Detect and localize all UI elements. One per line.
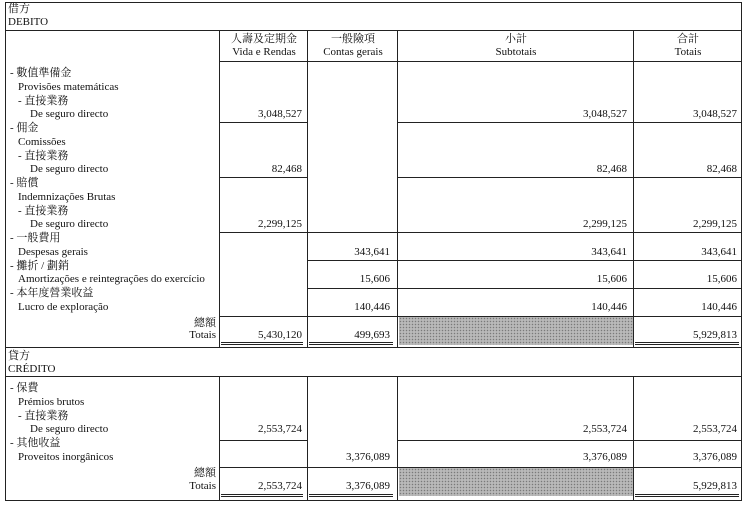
debit-total-label-pt: Totais	[189, 329, 216, 341]
debit-row-value: 140,446	[701, 301, 737, 313]
credit-total-underline	[635, 494, 739, 495]
header-subtotais-cn: 小計	[505, 33, 527, 45]
debit-total-underline	[309, 344, 393, 345]
debit-rule	[307, 260, 742, 261]
debit-row-label: - 數值準備金	[10, 67, 72, 79]
debit-row-label: De seguro directo	[30, 108, 109, 120]
debit-row-value: 82,468	[596, 163, 627, 175]
debit-row-label: Indemnizações Brutas	[18, 191, 116, 203]
debit-row-label: - 賠償	[10, 177, 39, 189]
debit-rule	[397, 177, 742, 178]
credit-row-label: De seguro directo	[30, 423, 109, 435]
debit-col-rule-2	[307, 30, 308, 347]
debit-title-pt: DEBITO	[8, 16, 49, 28]
debit-rule	[219, 177, 307, 178]
frame-left-rule	[5, 2, 6, 501]
debit-row-label: - 一般費用	[10, 232, 61, 244]
header-vida-pt: Vida e Rendas	[232, 46, 296, 58]
debit-total-underline	[221, 344, 303, 345]
credit-row-label: - 其他收益	[10, 437, 61, 449]
credit-row-value: 2,553,724	[258, 423, 302, 435]
debit-row-value: 3,048,527	[583, 108, 627, 120]
header-totais-cn: 合計	[677, 33, 699, 45]
frame-bottom-rule	[5, 500, 742, 501]
header-totais-pt: Totais	[674, 46, 702, 58]
debit-row-label: - 直接業務	[18, 95, 69, 107]
debit-row-label: De seguro directo	[30, 163, 109, 175]
debit-colhead-rule	[219, 61, 742, 62]
debit-row-value: 82,468	[706, 163, 737, 175]
credit-row-value: 3,376,089	[583, 451, 627, 463]
credit-total-gerais: 3,376,089	[346, 480, 390, 492]
debit-total-underline	[309, 342, 393, 343]
credit-col-rule-4	[633, 376, 634, 500]
debit-row-label: - 直接業務	[18, 205, 69, 217]
debit-row-value: 343,641	[591, 246, 627, 258]
credit-total-underline	[309, 494, 393, 495]
debit-col-rule-4	[633, 30, 634, 347]
debit-row-value: 140,446	[354, 301, 390, 313]
frame-right-rule	[741, 2, 742, 501]
debit-row-value: 343,641	[701, 246, 737, 258]
credit-total-underline	[635, 496, 739, 497]
credit-subtotal-blank-cell	[399, 468, 633, 496]
debit-col-rule-3	[397, 30, 398, 347]
credit-total-underline	[221, 496, 303, 497]
credit-row-value: 2,553,724	[693, 423, 737, 435]
credit-total-underline	[309, 496, 393, 497]
debit-row-value: 15,606	[359, 273, 390, 285]
debit-total-vida: 5,430,120	[258, 329, 302, 341]
debit-row-value: 15,606	[596, 273, 627, 285]
debit-row-label: - 本年度營業收益	[10, 287, 94, 299]
frame-top-rule	[5, 2, 742, 3]
debit-row-value: 2,299,125	[583, 218, 627, 230]
debit-col-rule-1	[219, 30, 220, 347]
debit-row-value: 3,048,527	[693, 108, 737, 120]
credit-total-underline	[221, 494, 303, 495]
debit-row-label: - 直接業務	[18, 150, 69, 162]
credit-row-value: 3,376,089	[346, 451, 390, 463]
debit-row-label: Despesas gerais	[18, 246, 88, 258]
debit-total-totais: 5,929,813	[693, 329, 737, 341]
credit-header-rule	[5, 376, 742, 377]
debit-total-label-cn: 總額	[194, 317, 216, 329]
debit-rule	[397, 122, 742, 123]
debit-rule	[219, 122, 307, 123]
debit-title-cn: 借方	[8, 3, 30, 15]
debit-row-value: 3,048,527	[258, 108, 302, 120]
debit-row-label: De seguro directo	[30, 218, 109, 230]
debit-row-value: 343,641	[354, 246, 390, 258]
header-gerais-pt: Contas gerais	[323, 46, 383, 58]
credit-total-totais: 5,929,813	[693, 480, 737, 492]
debit-header-rule	[5, 30, 742, 31]
header-vida-cn: 人壽及定期金	[231, 33, 297, 45]
debit-total-underline	[635, 342, 739, 343]
credit-row-label: Prémios brutos	[18, 396, 85, 408]
credit-col-rule-1	[219, 376, 220, 500]
credit-total-label-cn: 總額	[194, 467, 216, 479]
credit-title-pt: CRÉDITO	[8, 363, 56, 375]
debit-row-value: 2,299,125	[258, 218, 302, 230]
credit-row-value: 3,376,089	[693, 451, 737, 463]
debit-total-underline	[635, 344, 739, 345]
credit-rule	[219, 440, 307, 441]
credit-rule	[219, 467, 742, 468]
debit-total-underline	[221, 342, 303, 343]
debit-rule	[219, 316, 742, 317]
debit-row-label: Comissões	[18, 136, 66, 148]
debit-row-label: - 佣金	[10, 122, 39, 134]
debit-row-value: 140,446	[591, 301, 627, 313]
debit-row-value: 15,606	[706, 273, 737, 285]
debit-row-label: Provisões matemáticas	[18, 81, 119, 93]
debit-subtotal-blank-cell	[399, 317, 633, 345]
debit-row-value: 2,299,125	[693, 218, 737, 230]
credit-row-value: 2,553,724	[583, 423, 627, 435]
credit-total-vida: 2,553,724	[258, 480, 302, 492]
debit-row-label: Amortizações e reintegrações do exercício	[18, 273, 205, 285]
debit-total-gerais: 499,693	[354, 329, 390, 341]
section-divider-rule	[5, 347, 742, 348]
debit-row-label: - 攤折 / 劃銷	[10, 260, 69, 272]
credit-row-label: - 保費	[10, 382, 39, 394]
credit-row-label: - 直接業務	[18, 410, 69, 422]
credit-col-rule-3	[397, 376, 398, 500]
credit-col-rule-2	[307, 376, 308, 500]
debit-row-label: Lucro de exploração	[18, 301, 109, 313]
debit-rule	[219, 232, 742, 233]
credit-total-label-pt: Totais	[189, 480, 216, 492]
credit-title-cn: 貸方	[8, 350, 30, 362]
credit-row-label: Proveitos inorgânicos	[18, 451, 114, 463]
header-gerais-cn: 一般險項	[331, 33, 375, 45]
credit-rule	[397, 440, 742, 441]
header-subtotais-pt: Subtotais	[495, 46, 537, 58]
debit-row-value: 82,468	[271, 163, 302, 175]
debit-rule	[307, 288, 742, 289]
